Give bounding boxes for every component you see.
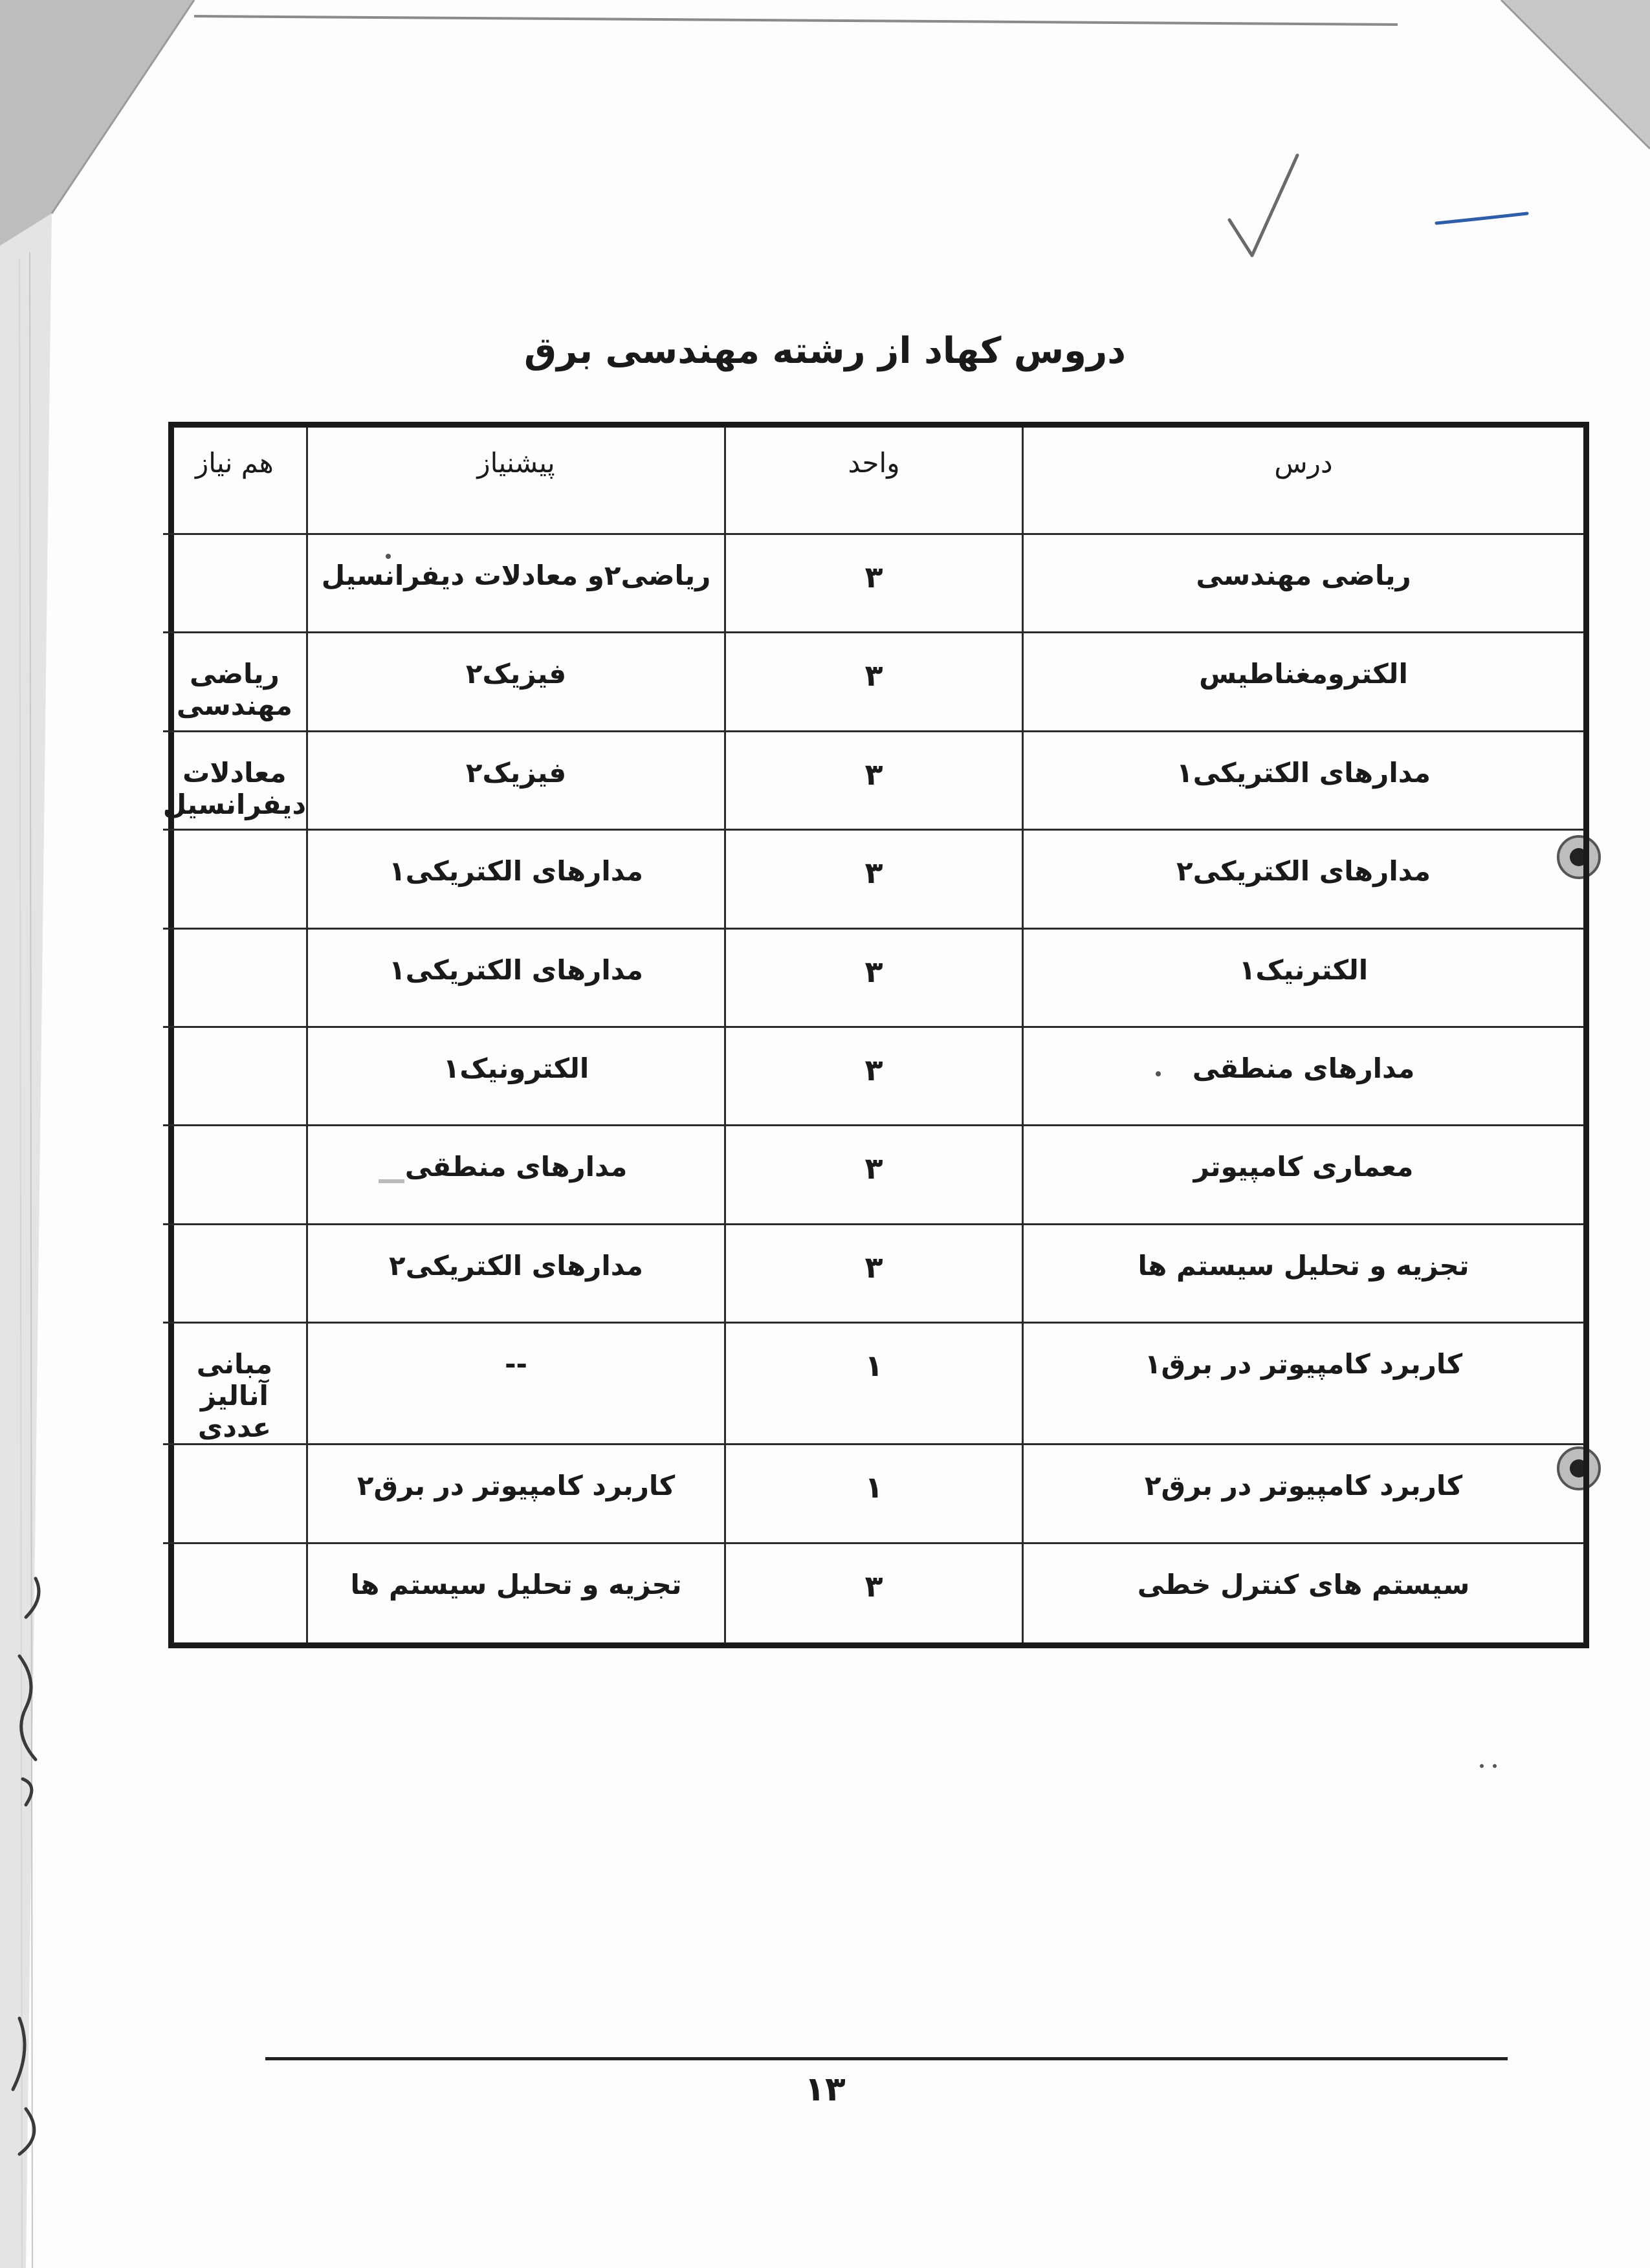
course-units: ۳ [724,1544,1022,1642]
course-corequisite [163,1445,306,1543]
course-prerequisite: الکترونیک۱ [306,1028,724,1126]
course-corequisite [163,1028,306,1126]
course-units: ۱ [724,1324,1022,1445]
course-name: مدارهای الکتریکی۲ [1022,831,1583,929]
course-corequisite: مبانی آنالیز عددی [163,1324,306,1445]
course-units: ۳ [724,732,1022,831]
course-prerequisite: مدارهای الکتریکی۲ [306,1225,724,1324]
course-name: الکترنیک۱ [1022,930,1583,1028]
document-title: دروس کهاد از رشته مهندسی برق [524,330,1126,372]
course-corequisite [163,1126,306,1225]
course-prerequisite: فیزیک۲ [306,732,724,831]
course-units: ۳ [724,633,1022,732]
course-units: ۳ [724,1225,1022,1324]
course-units: ۳ [724,1028,1022,1126]
courses-table [162,422,1589,1648]
course-corequisite: ریاضی مهندسی [163,633,306,732]
course-corequisite [163,1544,306,1642]
course-prerequisite: مدارهای الکتریکی۱ [306,930,724,1028]
page-number: ۱۳ [804,2070,846,2109]
course-name: کاربرد کامپیوتر در برق۲ [1022,1445,1583,1543]
course-prerequisite: تجزیه و تحلیل سیستم ها [306,1544,724,1642]
course-prerequisite: کاربرد کامپیوتر در برق۲ [306,1445,724,1543]
course-prerequisite: مدارهای الکتریکی۱ [306,831,724,929]
course-name: کاربرد کامپیوتر در برق۱ [1022,1324,1583,1445]
course-corequisite [163,930,306,1028]
header-course: درس [1022,428,1583,535]
course-corequisite [163,1225,306,1324]
course-corequisite [163,831,306,929]
header-corequisite: هم نیاز [163,428,306,535]
course-name: الکترومغناطیس [1022,633,1583,732]
course-units: ۳ [724,831,1022,929]
course-name: مدارهای منطقی [1022,1028,1583,1126]
course-name: معماری کامپیوتر [1022,1126,1583,1225]
footer-rule [265,2057,1508,2060]
course-corequisite [163,535,306,633]
course-units: ۳ [724,930,1022,1028]
course-name: سیستم های کنترل خطی [1022,1544,1583,1642]
course-prerequisite: فیزیک۲ [306,633,724,732]
course-name: تجزیه و تحلیل سیستم ها [1022,1225,1583,1324]
course-units: ۳ [724,1126,1022,1225]
course-corequisite: معادلات دیفرانسیل [163,732,306,831]
course-units: ۱ [724,1445,1022,1543]
course-prerequisite: -- [306,1324,724,1445]
header-units: واحد [724,428,1022,535]
course-units: ۳ [724,535,1022,633]
course-name: ریاضی مهندسی [1022,535,1583,633]
course-name: مدارهای الکتریکی۱ [1022,732,1583,831]
course-prerequisite: مدارهای منطقی [306,1126,724,1225]
course-prerequisite: ریاضی۲و معادلات دیفرانسیل [306,535,724,633]
header-prerequisite: پیشنیاز [306,428,724,535]
